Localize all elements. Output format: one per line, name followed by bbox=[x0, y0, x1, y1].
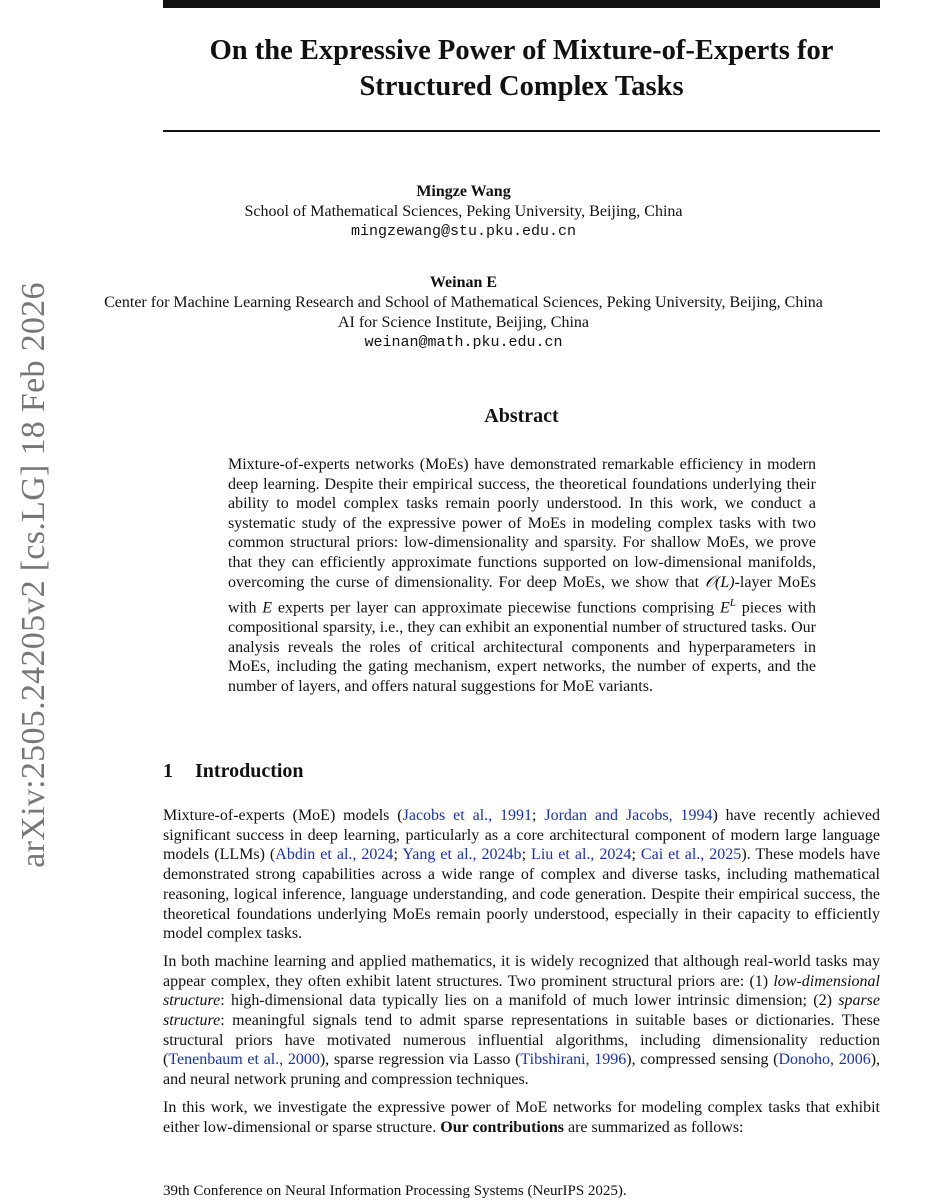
author-affiliation: AI for Science Institute, Beijing, China bbox=[337, 314, 590, 331]
abstract-text: experts per layer can approximate piecewise functions comprising bbox=[272, 599, 720, 617]
text: Mixture-of-experts (MoE) models ( bbox=[163, 807, 403, 824]
math-order-l: 𝒪(L) bbox=[704, 573, 735, 591]
paper-title bbox=[163, 33, 880, 105]
author-name: Weinan E bbox=[429, 274, 498, 291]
author-affiliation: School of Mathematical Sciences, Peking University, Beijing, China bbox=[244, 203, 683, 220]
text: ). These models have demonstrated strong capabilities across a wide range of complex and diverse tasks, including mathematical reasoning, logical inference, language understanding, and code generation. Despite their empirical success, the theoretical foundations underlying MoEs remain poorly understood, especially in their capacity to efficiently model complex tasks. bbox=[163, 846, 881, 943]
author-affiliation: Center for Machine Learning Research and School of Mathematical Sciences, Peking University, Beijing, China bbox=[104, 294, 823, 311]
abstract-body bbox=[228, 455, 816, 696]
author-name: Mingze Wang bbox=[416, 183, 511, 200]
math-e: E bbox=[262, 599, 273, 617]
abstract-heading: Abstract bbox=[484, 405, 559, 427]
section-heading bbox=[163, 759, 304, 783]
citation-link[interactable]: Tenenbaum et al., 2000 bbox=[168, 1051, 320, 1069]
title-rule bbox=[163, 130, 880, 132]
text: ), and neural network pruning and compression techniques. bbox=[163, 1051, 881, 1089]
math-e-power-base: E bbox=[719, 599, 730, 617]
bold-phrase: Our contributions bbox=[440, 1118, 564, 1136]
emphasis: sparse structure bbox=[163, 992, 880, 1030]
section-title: Introduction bbox=[195, 760, 304, 782]
abstract-text: Mixture-of-experts networks (MoEs) have demonstrated remarkable efficiency in modern deep learning. Despite their empirical success, the theoretical foundations underlying their ability to model complex tasks remain poorly understood. In this work, we conduct a systematic study of the expressive power of MoEs in modeling complex tasks with two common structural priors: low-dimensionality and sparsity. For shallow MoEs, we prove that they can efficiently approximate functions supported on low-dimensional manifolds, overcoming the curse of dimensionality. For deep MoEs, we show that bbox=[228, 456, 816, 591]
text: ), sparse regression via Lasso ( bbox=[319, 1051, 521, 1069]
citation-link[interactable]: Tibshirani, 1996 bbox=[520, 1051, 627, 1069]
text: In this work, we investigate the expressive power of MoE networks for modeling complex tasks that exhibit either low-dimensional or sparse structure. bbox=[163, 1098, 880, 1136]
citation-link[interactable]: Yang et al., 2024b bbox=[402, 846, 522, 864]
author-block-1 bbox=[0, 182, 927, 242]
top-rule bbox=[163, 0, 880, 8]
title-line-2: Structured Complex Tasks bbox=[359, 71, 684, 102]
abstract-text: pieces with compositional sparsity, i.e., they can exhibit an exponential number of structured tasks. Our analysis reveals the roles of critical architectural components and hyperparameters in MoEs, including the gating mechanism, expert networks, the number of experts, and the number of layers, and offers natural suggestions for MoE variants. bbox=[228, 599, 816, 695]
text: : high-dimensional data typically lies on a manifold of much lower intrinsic dimension; (2) bbox=[220, 992, 839, 1010]
text: are summarized as follows: bbox=[563, 1118, 744, 1136]
conference-footnote: 39th Conference on Neural Information Processing Systems (NeurIPS 2025). bbox=[163, 1183, 627, 1199]
author-block-2 bbox=[0, 273, 927, 353]
arxiv-identifier-stamp: arXiv:2505.24205v2 [cs.LG] 18 Feb 2026 bbox=[15, 282, 52, 868]
citation-link[interactable]: Cai et al., 2025 bbox=[640, 846, 742, 864]
text: : meaningful signals tend to admit sparse representations in suitable bases or dictionaries. These structural priors have motivated numerous influential algorithms, including dimensionality reduction ( bbox=[163, 1012, 880, 1069]
citation-link[interactable]: Donoho, 2006 bbox=[778, 1051, 871, 1069]
text: ), compressed sensing ( bbox=[626, 1051, 779, 1069]
text: ; bbox=[532, 807, 545, 824]
paragraph bbox=[163, 1098, 880, 1137]
text: ; bbox=[631, 846, 641, 864]
emphasis: low-dimensional structure bbox=[163, 972, 880, 1010]
abstract-text: -layer MoEs with bbox=[228, 573, 817, 617]
text: In both machine learning and applied mathematics, it is widely recognized that although real-world tasks may appear complex, they often exhibit latent structures. Two prominent structural priors are: (1) bbox=[163, 952, 880, 990]
citation-link[interactable]: Jordan and Jacobs, 1994 bbox=[544, 807, 713, 824]
paragraph bbox=[163, 952, 880, 1090]
citation-link[interactable]: Jacobs et al., 1991 bbox=[402, 807, 533, 824]
section-number: 1 bbox=[163, 760, 173, 782]
author-email[interactable]: mingzewang@stu.pku.edu.cn bbox=[350, 223, 577, 240]
math-e-power-exponent: L bbox=[729, 597, 736, 610]
text: ; bbox=[393, 846, 403, 864]
text: ) have recently achieved significant success in deep learning, particularly as a core architectural component of modern large language models (LLMs) ( bbox=[163, 807, 881, 864]
author-email[interactable]: weinan@math.pku.edu.cn bbox=[364, 334, 563, 351]
text: ; bbox=[521, 846, 532, 864]
introduction-body bbox=[163, 806, 880, 1145]
citation-link[interactable]: Liu et al., 2024 bbox=[531, 846, 632, 864]
paragraph bbox=[163, 806, 880, 944]
citation-link[interactable]: Abdin et al., 2024 bbox=[275, 846, 394, 864]
title-line-1: On the Expressive Power of Mixture-of-Experts for bbox=[209, 35, 834, 66]
